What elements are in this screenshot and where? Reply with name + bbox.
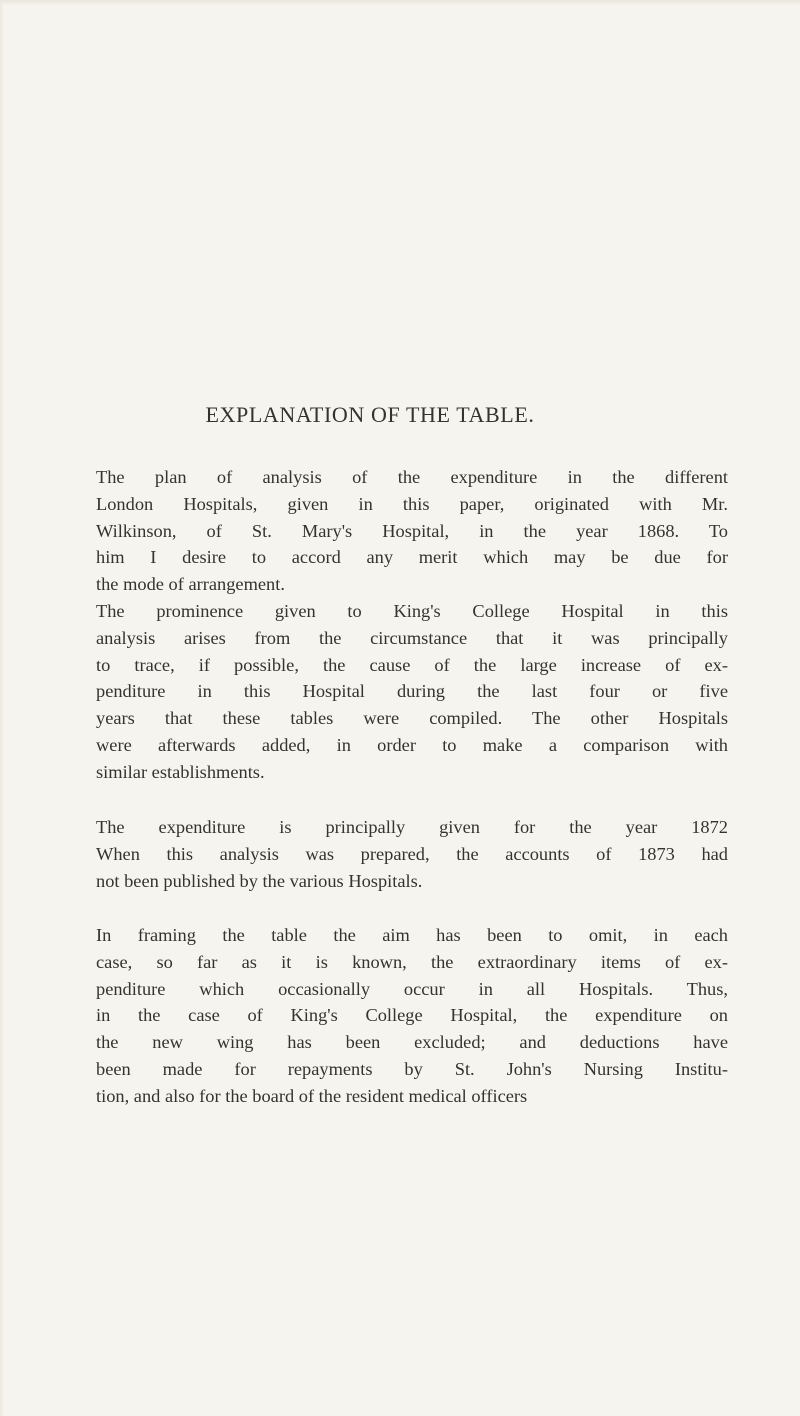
paragraph-line: The prominence given to King's College Hospital in this <box>96 601 728 621</box>
paragraph-1 <box>96 464 728 598</box>
page-title: EXPLANATION OF THE TABLE. <box>205 402 535 427</box>
paragraph-line: the mode of arrangement. <box>96 574 285 595</box>
paragraph-line: In framing the table the aim has been to omit, in each <box>96 925 728 945</box>
page-left-edge <box>0 0 4 1416</box>
page-top-edge <box>0 0 800 6</box>
paragraph-line: London Hospitals, given in this paper, originated with Mr. <box>96 493 728 514</box>
paragraph-2 <box>96 598 728 786</box>
paragraph-line: him I desire to accord any merit which may be due for <box>96 547 728 568</box>
paragraph-line: penditure in this Hospital during the last four or five <box>96 681 728 702</box>
paragraph-line: The plan of analysis of the expenditure in the different <box>96 467 728 487</box>
paragraph-line: analysis arises from the circumstance that it was principally <box>96 627 728 648</box>
paragraph-line: The expenditure is principally given for the year 1872 <box>96 817 728 837</box>
paragraph-line: were afterwards added, in order to make a comparison with <box>96 734 728 755</box>
paragraph-line: similar establishments. <box>96 761 265 782</box>
paragraph-line: case, so far as it is known, the extraordinary items of ex- <box>96 951 728 972</box>
paragraph-line: in the case of King's College Hospital, the expenditure on <box>96 1005 728 1026</box>
paragraph-line: the new wing has been excluded; and deductions have <box>96 1032 728 1053</box>
paragraph-line: tion, and also for the board of the resident medical officers <box>96 1085 528 1106</box>
paragraph-line: When this analysis was prepared, the accounts of 1873 had <box>96 843 728 864</box>
paragraph-line: to trace, if possible, the cause of the large increase of ex- <box>96 654 728 675</box>
paragraph-3 <box>96 814 728 894</box>
paragraph-line: Wilkinson, of St. Mary's Hospital, in the year 1868. To <box>96 520 728 541</box>
paragraph-line: penditure which occasionally occur in all Hospitals. Thus, <box>96 978 728 999</box>
paragraph-line: years that these tables were compiled. The other Hospitals <box>96 708 728 729</box>
paragraph-line: been made for repayments by St. John's Nursing Institu- <box>96 1058 728 1079</box>
paragraph-4 <box>96 922 728 1110</box>
paragraph-line: not been published by the various Hospitals. <box>96 870 423 891</box>
